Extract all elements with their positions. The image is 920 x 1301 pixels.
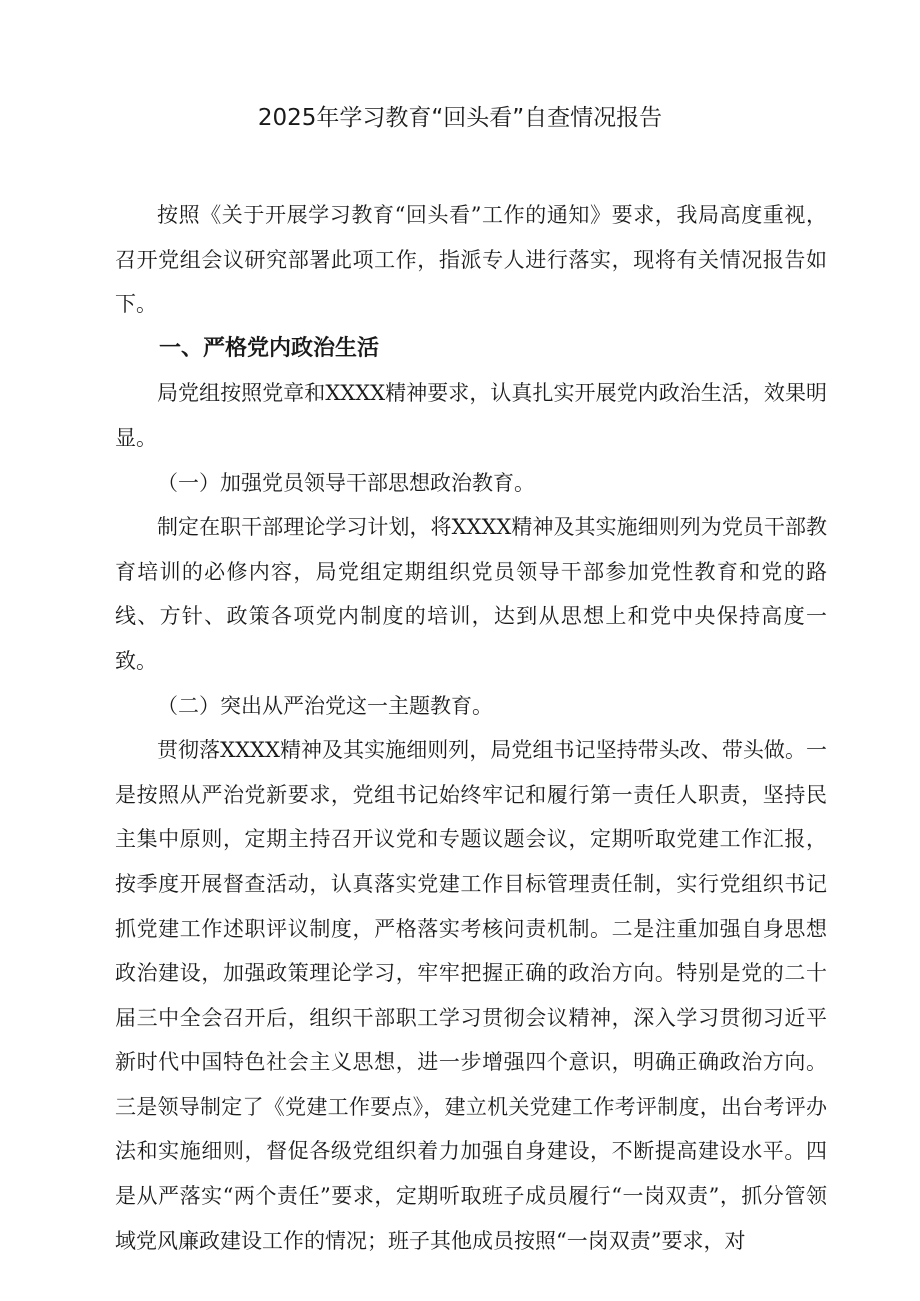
subsection-paragraph-1: 制定在职干部理论学习计划，将XXXX精神及其实施细则列为党员干部教育培训的必修内容，局党组定期组织党员领导干部参加党性教育和党的路线、方针、政策各项党内制度的培训，达到从思想上和党中央保持高度一致。 bbox=[115, 515, 827, 673]
subsection-paragraph-2: 贯彻落XXXX精神及其实施细则列，局党组书记坚持带头改、带头做。一是按照从严治党新要求，党组书记始终牢记和履行第一责任人职责，坚持民主集中原则，定期主持召开议党和专题议题会议，定期听取党建工作汇报，按季度开展督查活动，认真落实党建工作目标管理责任制，实行党组织书记抓党建工作述职评议制度，严格落实考核问责机制。二是注重加强自身思想政治建设，加强政策理论学习，牢牢把握正确的政治方向。特别是党的二十届三中全会召开后，组织干部职工学习贯彻会议精神，深入学习贯彻习近平新时代中国特色社会主义思想，进一步增强四个意识，明确正确政治方向。三是领导制定了《党建工作要点》，建立机关党建工作考评制度，出台考评办法和实施细则，督促各级党组织着力加强自身建设，不断提高建设水平。四是从严落实“两个责任”要求，定期听取班子成员履行“一岗双责”，抓分管领域党风廉政建设工作的情况；班子其他成员按照“一岗双责”要求，对 bbox=[115, 738, 827, 1253]
document-body bbox=[115, 193, 827, 1263]
section-lead-paragraph: 局党组按照党章和XXXX精神要求，认真扎实开展党内政治生活，效果明显。 bbox=[115, 381, 827, 450]
subsection-heading-2: （二）突出从严治党这一主题教育。 bbox=[157, 693, 493, 718]
section-heading: 一、严格党内政治生活 bbox=[159, 335, 380, 361]
document-title: 2025年学习教育“回头看”自查情况报告 bbox=[257, 105, 663, 131]
subsection-heading-1: （一）加强党员领导干部思想政治教育。 bbox=[157, 470, 535, 495]
intro-paragraph: 按照《关于开展学习教育“回头看”工作的通知》要求，我局高度重视，召开党组会议研究部署此项工作，指派专人进行落实，现将有关情况报告如下。 bbox=[115, 203, 827, 317]
